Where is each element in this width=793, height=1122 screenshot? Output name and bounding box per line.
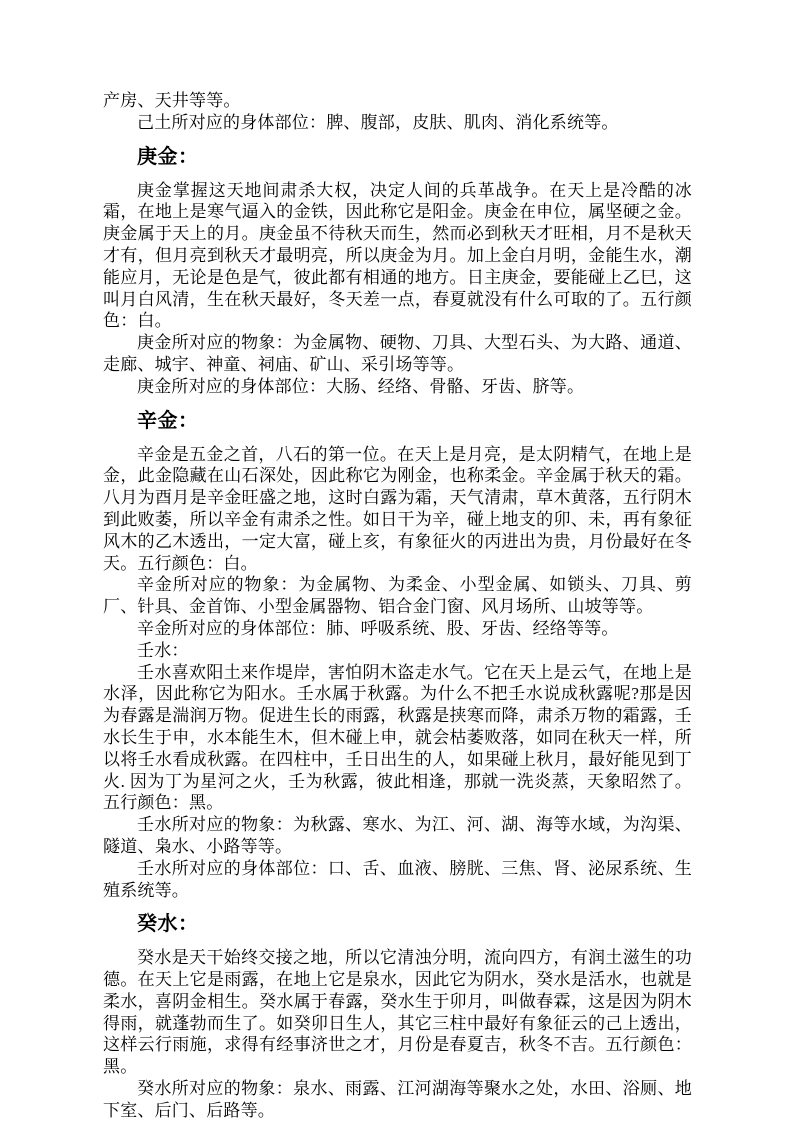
paragraph-renshui-body-parts: 壬水所对应的身体部位：口、舌、血液、膀胱、三焦、肾、泌尿系统、生殖系统等。	[103, 858, 692, 900]
paragraph-continuation: 产房、天井等等。	[103, 91, 241, 110]
section-heading-xinjin: 辛金：	[137, 409, 199, 432]
paragraph-guishui-description: 癸水是天干始终交接之地，所以它清浊分明，流向四方，有润土滋生的功德。在天上它是雨露，在地上它是泉水，因此它为阴水，癸水是活水，也就是柔水，喜阴金相生。癸水属于春露，癸水生于卯月，叫做春霖，这是因为阴木得雨，就蓬勃而生了。如癸卯日生人，其它三柱中最好有象征云的己上透出，这样云行雨施，求得有经事济世之才，月份是春夏吉，秋冬不吉。五行颜色：黑。	[103, 948, 692, 1077]
section-heading-gengjin: 庚金：	[137, 145, 199, 168]
paragraph-gengjin-body-parts: 庚金所对应的身体部位：大肠、经络、骨骼、牙齿、脐等。	[137, 376, 585, 396]
paragraph-jitu-body-parts: 己土所对应的身体部位：脾、腹部，皮肤、肌肉、消化系统等。	[137, 112, 619, 132]
paragraph-renshui-description: 壬水喜欢阳土来作堤岸，害怕阴木盗走水气。它在天上是云气，在地上是水泽，因此称它为阳水。壬水属于秋露。为什么不把壬水说成秋露呢?那是因为春露是湍润万物。促进生长的雨露，秋露是挟寒而降，肃杀万物的霜露，壬水长生于申，水本能生木，但木碰上申，就会枯萎败落，如同在秋天一样，所以将壬水看成秋露。在四柱中，壬日出生的人，如果碰上秋月，最好能见到丁火. 因为丁为星河之火，壬为秋露，彼此相逢，那就一洗炎蒸，天象昭然了。五行颜色：黑。	[103, 662, 692, 813]
paragraph-xinjin-body-parts: 辛金所对应的身体部位：肺、呼吸系统、股、牙齿、经络等等。	[137, 618, 619, 638]
paragraph-gengjin-objects: 庚金所对应的物象：为金属物、硬物、刀具、大型石头、为大路、通道、走廊、城宇、神童、祠庙、矿山、采引场等等。	[103, 333, 692, 374]
paragraph-renshui-objects: 壬水所对应的物象：为秋露、寒水、为江、河、湖、海等水域，为沟渠、隧道、枭水、小路等等。	[103, 815, 692, 856]
section-heading-guishui: 癸水：	[137, 913, 199, 936]
paragraph-guishui-objects: 癸水所对应的物象：泉水、雨露、江河湖海等聚水之处，水田、浴厕、地下室、后门、后路等。	[103, 1079, 692, 1120]
subheading-renshui-plain: 壬水：	[137, 640, 189, 660]
paragraph-xinjin-description: 辛金是五金之首，八石的第一位。在天上是月亮，是太阴精气，在地上是金，此金隐藏在山石深处，因此称它为刚金，也称柔金。辛金属于秋天的霜。八月为酉月是辛金旺盛之地，这时白露为霜，天气清肃，草木黄落，五行阴木到此败萎，所以辛金有肃杀之性。如日干为辛，碰上地支的卯、未，再有象征风木的乙木透出，一定大富，碰上亥，有象征火的丙进出为贵，月份最好在冬天。五行颜色：白。	[103, 444, 692, 573]
document-page	[103, 90, 692, 1122]
paragraph-xinjin-objects: 辛金所对应的物象：为金属物、为柔金、小型金属、如锁头、刀具、剪厂、针具、金首饰、小型金属器物、铝合金门窗、风月场所、山坡等等。	[103, 575, 692, 617]
paragraph-gengjin-description: 庚金掌握这天地间肃杀大权，决定人间的兵革战争。在天上是冷酷的冰霜，在地上是寒气逼入的金铁，因此称它是阳金。庚金在申位，属坚硬之金。庚金属于天上的月。庚金虽不待秋天而生，然而必到秋天才旺相，月不是秋天才有，但月亮到秋天才最明亮，所以庚金为月。加上金白月明，金能生水，潮能应月，无论是色是气，彼此都有相通的地方。日主庚金，要能碰上乙巳，这叫月白风清，生在秋天最好，冬天差一点，春夏就没有什么可取的了。五行颜色：白。	[103, 180, 692, 331]
